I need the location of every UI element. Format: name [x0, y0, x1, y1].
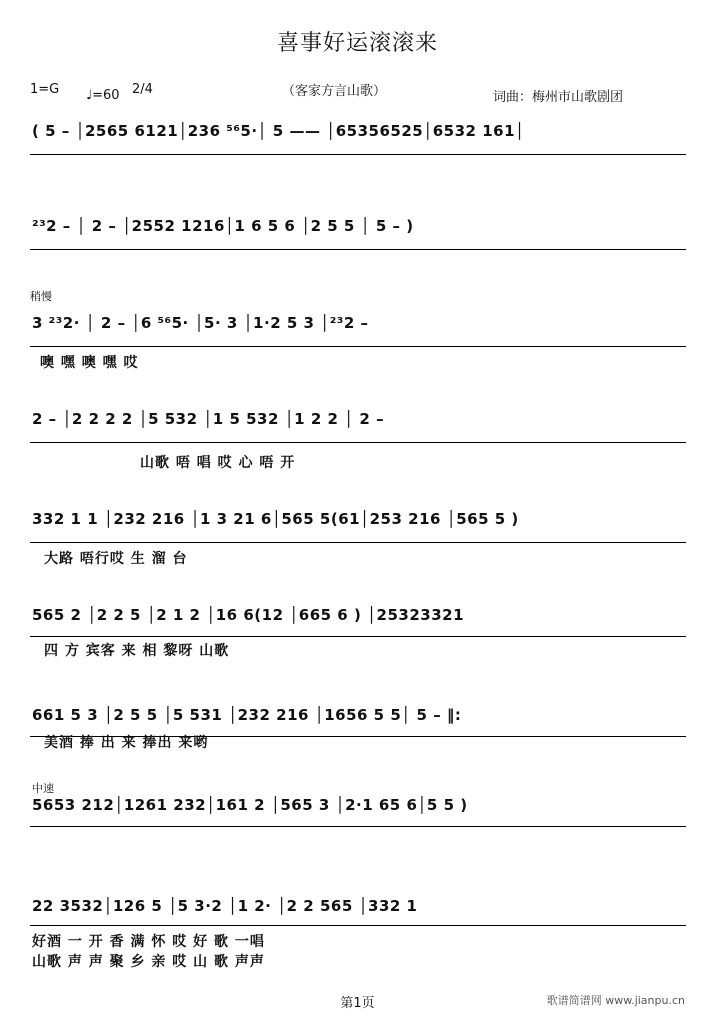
- lyric-line: 噢 嘿 噢 嘿 哎: [40, 355, 139, 371]
- notation-line: 5653 212│1261 232│161 2 │565 3 │2·1 65 6│5 5 ): [32, 796, 468, 814]
- staff-system-9: [30, 885, 686, 980]
- lyric-line: 四 方 宾客 来 相 黎呀 山歌: [44, 643, 230, 659]
- system-underline: [30, 826, 686, 827]
- tempo-mark: 中速: [32, 782, 54, 795]
- staff-system-1: [30, 110, 686, 160]
- system-underline: [30, 154, 686, 155]
- notation-line: 3 ²³2· │ 2 – │6 ⁵⁶5· │5· 3 │1·2 5 3 │²³2 –: [32, 314, 369, 332]
- lyric-line: 美酒 捧 出 来 捧出 来哟: [44, 735, 209, 751]
- credits: 词曲：梅州市山歌剧团: [493, 90, 624, 105]
- notation-line: 332 1 1 │232 216 │1 3 21 6│565 5(61│253 216 │565 5 ): [32, 510, 519, 528]
- tempo-marking: ♩=60: [86, 88, 120, 103]
- notation-line: 661 5 3 │2 5 5 │5 531 │232 216 │1656 5 5│ 5 – ‖:: [32, 706, 462, 724]
- notation-line: 565 2 │2 2 5 │2 1 2 │16 6(12 │665 6 ) │25323321: [32, 606, 465, 624]
- system-underline: [30, 249, 686, 250]
- tempo-mark: 稍慢: [30, 290, 52, 303]
- staff-system-5: [30, 490, 686, 570]
- notation-line: ²³2 – │ 2 – │2552 1216│1 6 5 6 │2 5 5 │ 5 – ): [32, 217, 414, 235]
- lyric-line-verse-2: 山歌 声 声 聚 乡 亲 哎 山 歌 声声: [32, 954, 265, 970]
- staff-system-4: [30, 390, 686, 470]
- system-underline: [30, 636, 686, 637]
- staff-system-2: [30, 205, 686, 255]
- system-underline: [30, 442, 686, 443]
- subtitle: （客家方言山歌）: [282, 84, 387, 99]
- song-title: 喜事好运滚滚来: [276, 31, 438, 56]
- system-underline: [30, 542, 686, 543]
- key-signature: 1=G: [30, 82, 60, 97]
- lyric-line: 大路 唔行哎 生 溜 台: [44, 551, 188, 567]
- staff-system-8: [30, 780, 686, 840]
- page-number: 第1页: [340, 996, 375, 1011]
- notation-line: 2 – │2 2 2 2 │5 532 │1 5 532 │1 2 2 │ 2 –: [32, 410, 385, 428]
- watermark: 歌谱简谱网 www.jianpu.cn: [546, 994, 685, 1007]
- lyric-line-verse-1: 好酒 一 开 香 满 怀 哎 好 歌 一唱: [32, 934, 265, 950]
- staff-system-3: [30, 290, 686, 370]
- time-signature: 2/4: [132, 82, 153, 97]
- system-underline: [30, 925, 686, 926]
- notation-line: 22 3532│126 5 │5 3·2 │1 2· │2 2 565 │332 1: [32, 897, 418, 915]
- lyric-line: 山歌 唔 唱 哎 心 唔 开: [140, 455, 296, 471]
- notation-line: ( 5 – │2565 6121│236 ⁵⁶5·│ 5 —— │65356525│6532 161│: [32, 122, 525, 140]
- system-underline: [30, 346, 686, 347]
- staff-system-7: [30, 688, 686, 768]
- staff-system-6: [30, 590, 686, 670]
